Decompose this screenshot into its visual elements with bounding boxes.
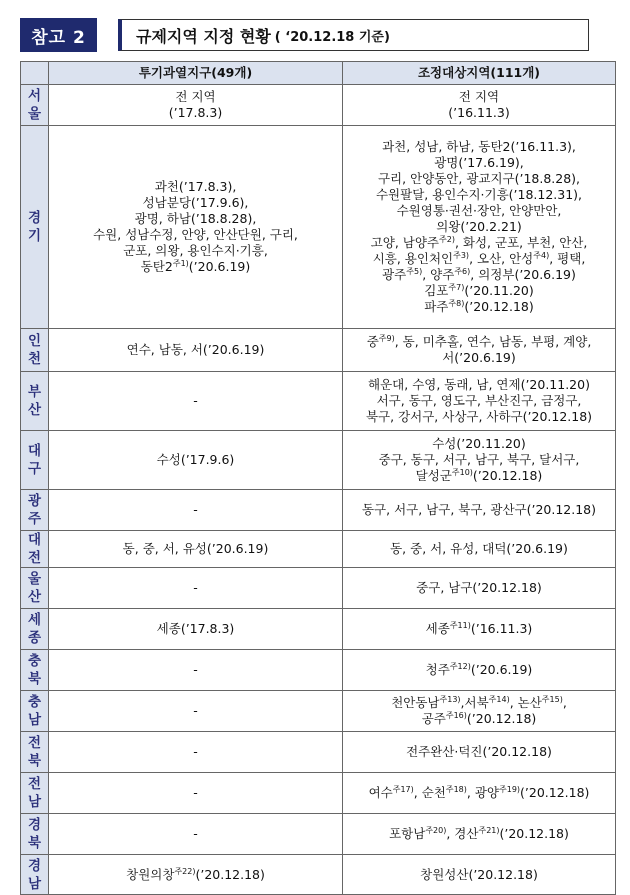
cell-line — [345, 409, 613, 425]
cell-line — [345, 621, 613, 637]
adjustment-zone-cell — [343, 773, 616, 814]
footnote-marker: 주10) — [451, 467, 473, 477]
footnote-marker: 주16) — [445, 710, 467, 720]
cell-text: , — [562, 695, 567, 710]
cell-line — [51, 211, 340, 227]
cell-text: - — [193, 703, 198, 718]
cell-text: 수원, 성남수정, 안양, 안산단원, 구리, — [93, 227, 298, 242]
cell-text: 수원팔달, 용인수지·기흥(’18.12.31), — [375, 187, 583, 202]
region-char: 종 — [27, 630, 42, 646]
region-cell — [21, 372, 49, 431]
cell-text: 세종(’17.8.3) — [156, 621, 235, 636]
cell-line — [345, 171, 613, 187]
speculative-zone-cell — [49, 814, 343, 855]
region-char: 충 — [27, 653, 42, 669]
cell-line — [345, 826, 613, 842]
region-cell — [21, 773, 49, 814]
cell-text: (’20.12.18) — [520, 785, 590, 800]
table-row — [21, 609, 616, 650]
adjustment-zone-cell — [343, 490, 616, 531]
cell-text: 광주 — [382, 267, 407, 282]
regulated-areas-table — [20, 61, 616, 895]
speculative-zone-cell — [49, 490, 343, 531]
cell-line — [345, 267, 613, 283]
reference-badge: 참고 2 — [20, 18, 97, 52]
footnote-marker: 주2) — [439, 234, 455, 244]
region-char: 남 — [27, 875, 42, 892]
header-corner — [21, 62, 49, 85]
cell-line — [345, 299, 613, 315]
cell-line — [345, 744, 613, 760]
table-row — [21, 490, 616, 531]
cell-text: - — [193, 826, 198, 841]
cell-text: 시흥, 용인처인 — [372, 251, 454, 266]
cell-text: 달성군 — [415, 468, 452, 483]
region-char: 전 — [27, 550, 42, 566]
cell-text: (’20.12.18) — [464, 299, 534, 314]
cell-line — [345, 235, 613, 251]
cell-text: , 광양 — [466, 785, 499, 800]
footnote-marker: 주7) — [448, 282, 465, 292]
cell-text: 해운대, 수영, 동래, 남, 연제(’20.11.20) — [368, 377, 590, 392]
region-char: 광 — [27, 493, 42, 509]
region-char: 경 — [27, 210, 42, 226]
cell-text: 전 지역 — [175, 89, 216, 104]
cell-line — [345, 155, 613, 171]
cell-line — [345, 468, 613, 484]
footnote-marker: 주1) — [172, 258, 189, 268]
cell-line — [51, 243, 340, 259]
cell-text: 서(’20.6.19) — [442, 350, 516, 365]
cell-text: 세종 — [425, 621, 450, 636]
cell-line — [345, 251, 613, 267]
adjustment-zone-cell — [343, 732, 616, 773]
footnote-marker: 주22) — [174, 866, 196, 876]
cell-text: 서구, 동구, 영도구, 부산진구, 금정구, — [376, 393, 582, 408]
speculative-zone-cell — [49, 568, 343, 609]
cell-line — [345, 283, 613, 299]
cell-text: (’20.12.18) — [466, 711, 537, 726]
adjustment-zone-cell — [343, 691, 616, 732]
cell-text: 공주 — [421, 711, 446, 726]
region-char: 천 — [27, 351, 42, 367]
region-cell — [21, 85, 49, 126]
footnote-marker: 주18) — [445, 784, 467, 794]
footnote-marker: 주4) — [533, 250, 550, 260]
cell-text: 과천(’17.8.3), — [154, 179, 237, 194]
adjustment-zone-cell — [343, 568, 616, 609]
table-row — [21, 814, 616, 855]
adjustment-zone-cell — [343, 814, 616, 855]
cell-text: 동, 중, 서, 유성(’20.6.19) — [122, 541, 269, 556]
cell-line — [345, 580, 613, 596]
cell-line — [51, 452, 340, 468]
cell-line — [51, 227, 340, 243]
table-row — [21, 650, 616, 691]
cell-line — [345, 377, 613, 393]
table-row — [21, 126, 616, 329]
table-row — [21, 372, 616, 431]
cell-line — [345, 334, 613, 350]
footnote-marker: 주14) — [488, 694, 510, 704]
region-char: 대 — [27, 532, 42, 548]
title-date: ( ‘20.12.18 기준) — [274, 29, 390, 45]
region-char: 세 — [27, 612, 42, 628]
cell-text: 청주 — [425, 662, 450, 677]
region-char: 경 — [27, 857, 42, 874]
cell-text: 광명, 하남(’18.8.28), — [134, 211, 257, 226]
cell-text: - — [193, 580, 198, 595]
region-char: 구 — [27, 461, 42, 477]
cell-line — [345, 350, 613, 366]
cell-line — [345, 139, 613, 155]
cell-text: 수성(’20.11.20) — [432, 436, 526, 451]
cell-line — [345, 541, 613, 557]
footnote-marker: 주15) — [541, 694, 563, 704]
cell-text: 창원의창 — [126, 866, 175, 882]
speculative-zone-cell — [49, 126, 343, 329]
footnote-marker: 주17) — [392, 784, 414, 794]
footnote-marker: 주3) — [453, 250, 470, 260]
speculative-zone-cell — [49, 609, 343, 650]
adjustment-zone-cell — [343, 431, 616, 490]
speculative-zone-cell — [49, 329, 343, 372]
cell-line — [345, 502, 613, 518]
cell-line — [51, 703, 340, 719]
title-box — [118, 19, 589, 51]
region-cell — [21, 431, 49, 490]
cell-text: 파주 — [424, 299, 449, 314]
adjustment-zone-cell — [343, 609, 616, 650]
cell-text: , 평택, — [549, 251, 586, 266]
cell-text: (’16.11.3) — [448, 105, 510, 120]
table-row — [21, 855, 616, 895]
table-row — [21, 568, 616, 609]
cell-line — [51, 259, 340, 275]
cell-text: (’20.12.18) — [472, 468, 543, 483]
table-row — [21, 85, 616, 126]
speculative-zone-cell — [49, 773, 343, 814]
adjustment-zone-cell — [343, 372, 616, 431]
cell-line — [345, 393, 613, 409]
region-cell — [21, 691, 49, 732]
cell-text: 동구, 서구, 남구, 북구, 광산구(’20.12.18) — [361, 502, 596, 517]
cell-text: 중 — [366, 334, 379, 349]
footnote-marker: 주13) — [439, 694, 461, 704]
cell-line — [345, 436, 613, 452]
region-char: 주 — [27, 511, 42, 527]
cell-text: , 화성, 군포, 부천, 안산, — [454, 235, 588, 250]
region-char: 북 — [27, 835, 42, 851]
cell-text: 성남분당(’17.9.6), — [142, 195, 249, 210]
footnote-marker: 주8) — [448, 298, 465, 308]
cell-text: - — [193, 662, 198, 677]
cell-line — [345, 662, 613, 678]
cell-line — [345, 219, 613, 235]
cell-text: 고양, 남양주 — [370, 235, 439, 250]
cell-text: 수성(’17.9.6) — [156, 452, 235, 467]
speculative-zone-cell — [49, 650, 343, 691]
footnote-marker: 주21) — [478, 825, 500, 835]
cell-text: 여수 — [368, 785, 393, 800]
region-char: 울 — [27, 106, 42, 122]
table-row — [21, 431, 616, 490]
region-cell — [21, 609, 49, 650]
cell-text: 과천, 성남, 하남, 동탄2(’16.11.3), — [382, 139, 576, 154]
cell-line — [345, 711, 613, 727]
speculative-zone-cell — [49, 531, 343, 568]
region-char: 북 — [27, 753, 42, 769]
speculative-zone-cell — [49, 431, 343, 490]
cell-line — [51, 621, 340, 637]
region-char: 산 — [27, 402, 42, 418]
cell-line — [51, 826, 340, 842]
cell-line — [51, 580, 340, 596]
region-char: 전 — [27, 735, 42, 751]
cell-text: (’20.6.19) — [188, 259, 251, 274]
cell-text: (’16.11.3) — [470, 621, 533, 636]
cell-line — [345, 695, 613, 711]
cell-text: 동탄2 — [140, 259, 173, 274]
page-title: 규제지역 지정 현황 — [136, 26, 271, 46]
cell-text: , 동, 미추홀, 연수, 남동, 부평, 계양, — [394, 334, 592, 349]
region-char: 울 — [27, 571, 42, 587]
adjustment-zone-cell — [343, 85, 616, 126]
header-adjustment: 조정대상지역(111개) — [343, 62, 616, 85]
footnote-marker: 주20) — [425, 825, 447, 835]
cell-text: 전 지역 — [458, 89, 500, 104]
region-char: 부 — [27, 384, 42, 400]
cell-text: , 경산 — [446, 826, 479, 841]
cell-text: (’20.11.20) — [464, 283, 534, 298]
cell-line — [345, 867, 613, 883]
cell-text: 구리, 안양동안, 광교지구(’18.8.28), — [377, 171, 581, 186]
cell-line — [51, 89, 340, 105]
region-cell — [21, 650, 49, 691]
cell-text: 중구, 동구, 서구, 남구, 북구, 달서구, — [378, 452, 580, 467]
cell-line — [345, 203, 613, 219]
cell-text: 의왕(’20.2.21) — [436, 219, 522, 234]
cell-text: 포항남 — [389, 826, 426, 841]
cell-line — [51, 662, 340, 678]
cell-line — [51, 342, 340, 358]
cell-text: , 의정부(’20.6.19) — [470, 267, 576, 282]
region-cell — [21, 490, 49, 531]
cell-text: 북구, 강서구, 사상구, 사하구(’20.12.18) — [365, 409, 593, 424]
cell-text: - — [193, 393, 198, 408]
cell-line — [51, 867, 340, 883]
table-row — [21, 773, 616, 814]
region-cell — [21, 855, 49, 895]
cell-text: - — [193, 744, 198, 759]
footnote-marker: 주11) — [449, 620, 471, 630]
cell-line — [51, 179, 340, 195]
region-cell — [21, 814, 49, 855]
cell-text: - — [193, 785, 198, 800]
region-char: 기 — [27, 228, 42, 244]
speculative-zone-cell — [49, 691, 343, 732]
footnote-marker: 주9) — [378, 333, 395, 343]
cell-text: (’20.12.18) — [195, 866, 265, 882]
region-char: 충 — [27, 694, 42, 710]
cell-text: 동, 중, 서, 유성, 대덕(’20.6.19) — [390, 541, 568, 556]
cell-text: 수원영통·권선·장안, 안양만안, — [396, 203, 562, 218]
region-char: 경 — [27, 817, 42, 833]
region-cell — [21, 568, 49, 609]
cell-text: - — [193, 502, 198, 517]
cell-text: , 양주 — [422, 267, 455, 282]
region-char: 남 — [27, 794, 42, 810]
cell-line — [345, 89, 613, 105]
table-row — [21, 691, 616, 732]
region-cell — [21, 531, 49, 568]
page-header — [20, 18, 589, 52]
speculative-zone-cell — [49, 855, 343, 895]
cell-line — [51, 785, 340, 801]
cell-line — [51, 105, 340, 121]
region-char: 남 — [27, 712, 42, 728]
cell-line — [345, 187, 613, 203]
adjustment-zone-cell — [343, 855, 616, 895]
table-row — [21, 732, 616, 773]
cell-line — [51, 541, 340, 557]
cell-text: (’20.12.18) — [499, 826, 569, 841]
cell-text: , 순천 — [413, 785, 446, 800]
cell-text: , 논산 — [509, 695, 542, 710]
cell-line — [345, 785, 613, 801]
cell-text: (’20.6.19) — [470, 662, 533, 677]
footnote-marker: 주5) — [406, 266, 423, 276]
adjustment-zone-cell — [343, 650, 616, 691]
cell-line — [51, 502, 340, 518]
cell-text: 창원성산(’20.12.18) — [420, 866, 538, 882]
footnote-marker: 주12) — [449, 661, 471, 671]
cell-line — [345, 452, 613, 468]
cell-text: , 오산, 안성 — [469, 251, 534, 266]
adjustment-zone-cell — [343, 126, 616, 329]
adjustment-zone-cell — [343, 531, 616, 568]
speculative-zone-cell — [49, 732, 343, 773]
speculative-zone-cell — [49, 85, 343, 126]
table-row — [21, 531, 616, 568]
footnote-marker: 주19) — [499, 784, 521, 794]
region-char: 인 — [27, 333, 42, 349]
region-cell — [21, 732, 49, 773]
cell-line — [51, 393, 340, 409]
speculative-zone-cell — [49, 372, 343, 431]
cell-text: 전주완산·덕진(’20.12.18) — [406, 744, 552, 759]
footnote-marker: 주6) — [454, 266, 471, 276]
cell-text: 중구, 남구(’20.12.18) — [416, 580, 542, 595]
adjustment-zone-cell — [343, 329, 616, 372]
cell-line — [51, 195, 340, 211]
cell-text: 김포 — [424, 283, 449, 298]
region-char: 서 — [27, 88, 42, 104]
cell-text: 광명(’17.6.19), — [434, 155, 524, 170]
table-row — [21, 329, 616, 372]
region-cell — [21, 329, 49, 372]
region-char: 북 — [27, 671, 42, 687]
cell-text: (’17.8.3) — [168, 105, 223, 120]
cell-line — [51, 744, 340, 760]
header-speculative: 투기과열지구(49개) — [49, 62, 343, 85]
region-cell — [21, 126, 49, 329]
region-char: 전 — [27, 776, 42, 792]
cell-line — [345, 105, 613, 121]
cell-text: ,서북 — [460, 695, 489, 710]
cell-text: 군포, 의왕, 용인수지·기흥, — [123, 243, 268, 258]
region-char: 대 — [27, 443, 42, 459]
region-char: 산 — [27, 589, 42, 605]
cell-text: 천안동남 — [391, 695, 440, 710]
cell-text: 연수, 남동, 서(’20.6.19) — [126, 342, 265, 357]
table-header-row — [21, 62, 616, 85]
